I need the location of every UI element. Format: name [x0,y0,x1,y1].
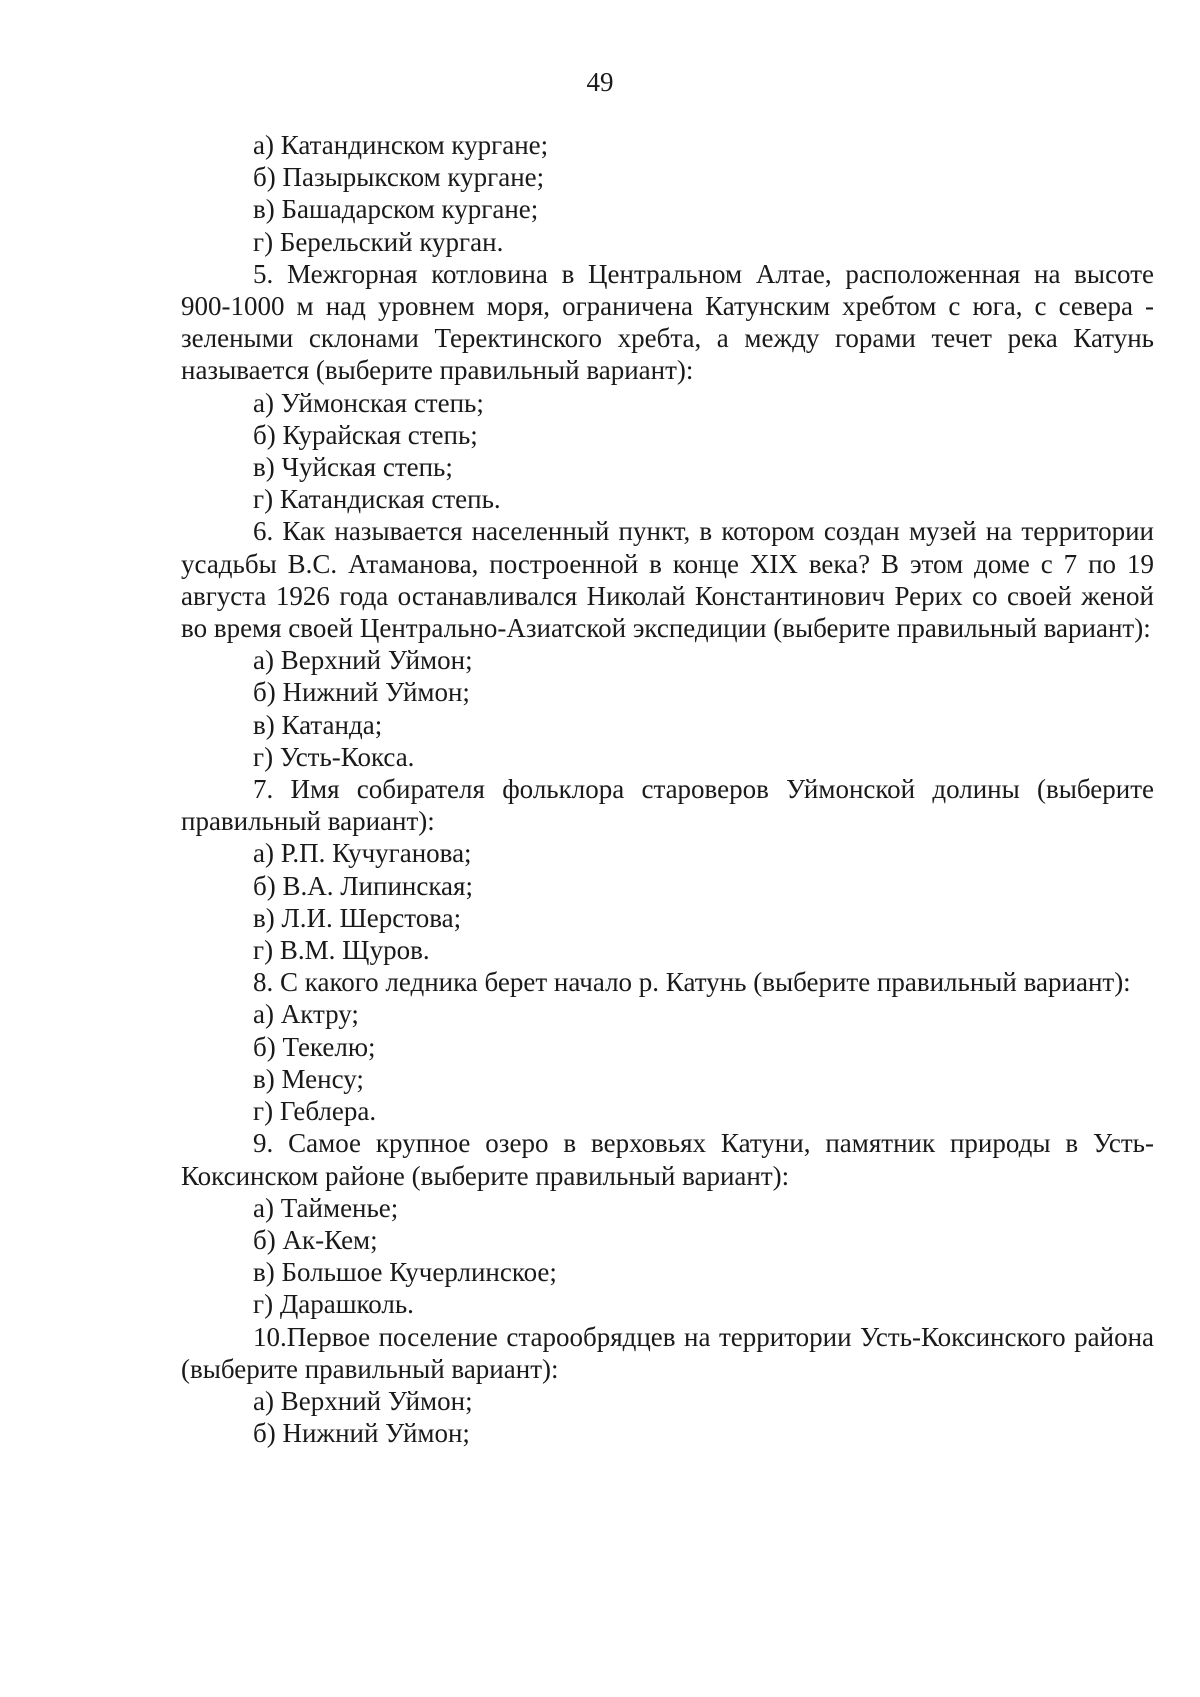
answer-option: в) Большое Кучерлинское; [253,1257,557,1288]
answer-option: б) Нижний Уймон; [253,1418,470,1449]
answer-option: в) Чуйская степь; [253,452,453,483]
answer-option: б) Нижний Уймон; [253,677,470,708]
answer-option: г) В.М. Щуров. [253,935,430,966]
question-text: 7. Имя собирателя фольклора староверов Уймонской долины (выберите правильный вариант): [181,774,1154,837]
answer-option: в) Л.И. Шерстова; [253,902,462,933]
answer-option: б) Пазырыкском кургане; [253,162,545,193]
answer-option: а) Верхний Уймон; [253,1385,473,1416]
answer-option: б) Курайская степь; [253,419,478,450]
answer-option: г) Дарашколь. [253,1289,414,1320]
document-body [181,129,1154,1449]
answer-option: а) Тайменье; [253,1192,399,1223]
answer-option: в) Башадарском кургане; [253,194,539,225]
answer-option: г) Берельский курган. [253,226,504,257]
answer-option: г) Катандиская степь. [253,484,501,515]
answer-option: г) Геблера. [253,1096,377,1127]
answer-option: в) Менсу; [253,1063,364,1094]
previous-question-options [181,129,1154,258]
question-8 [181,966,1154,1127]
answer-option: б) В.А. Липинская; [253,870,473,901]
question-text: 6. Как называется населенный пункт, в котором создан музей на территории усадьбы В.С. Атаманова, построенной в конце XIX века? В этом доме с 7 по 19 августа 1926 года останавливался Николай Константинович Рерих со своей женой во время своей Центрально-Азиатской экспедиции (выберите правильный вариант): [181,516,1154,644]
question-7 [181,773,1154,966]
answer-option: г) Усть-Кокса. [253,741,415,772]
question-text: 9. Самое крупное озеро в верховьях Катуни, памятник природы в Усть-Коксинском районе (выберите правильный вариант): [181,1128,1154,1191]
answer-option: а) Уймонская степь; [253,387,484,418]
question-text: 10.Первое поселение старообрядцев на территории Усть-Коксинского района (выберите правильный вариант): [181,1321,1154,1384]
question-text: 5. Межгорная котловина в Центральном Алтае, расположенная на высоте 900-1000 м над уровнем моря, ограничена Катунским хребтом с юга, с севера - зелеными склонами Теректинского хребта, а между горами течет река Катунь называется (выберите правильный вариант): [181,258,1154,386]
answer-option: б) Текелю; [253,1031,376,1062]
page-number: 49 [586,67,614,97]
answer-option: а) Катандинском кургане; [253,130,549,160]
answer-option: а) Р.П. Кучуганова; [253,838,472,869]
question-text: 8. С какого ледника берет начало р. Катунь (выберите правильный вариант): [253,967,1131,998]
question-9 [181,1127,1154,1320]
answer-option: а) Актру; [253,999,359,1030]
answer-option: б) Ак-Кем; [253,1224,378,1255]
answer-option: в) Катанда; [253,709,383,740]
question-10 [181,1321,1154,1450]
question-5 [181,258,1154,516]
answer-option: а) Верхний Уймон; [253,645,473,676]
question-6 [181,515,1154,773]
